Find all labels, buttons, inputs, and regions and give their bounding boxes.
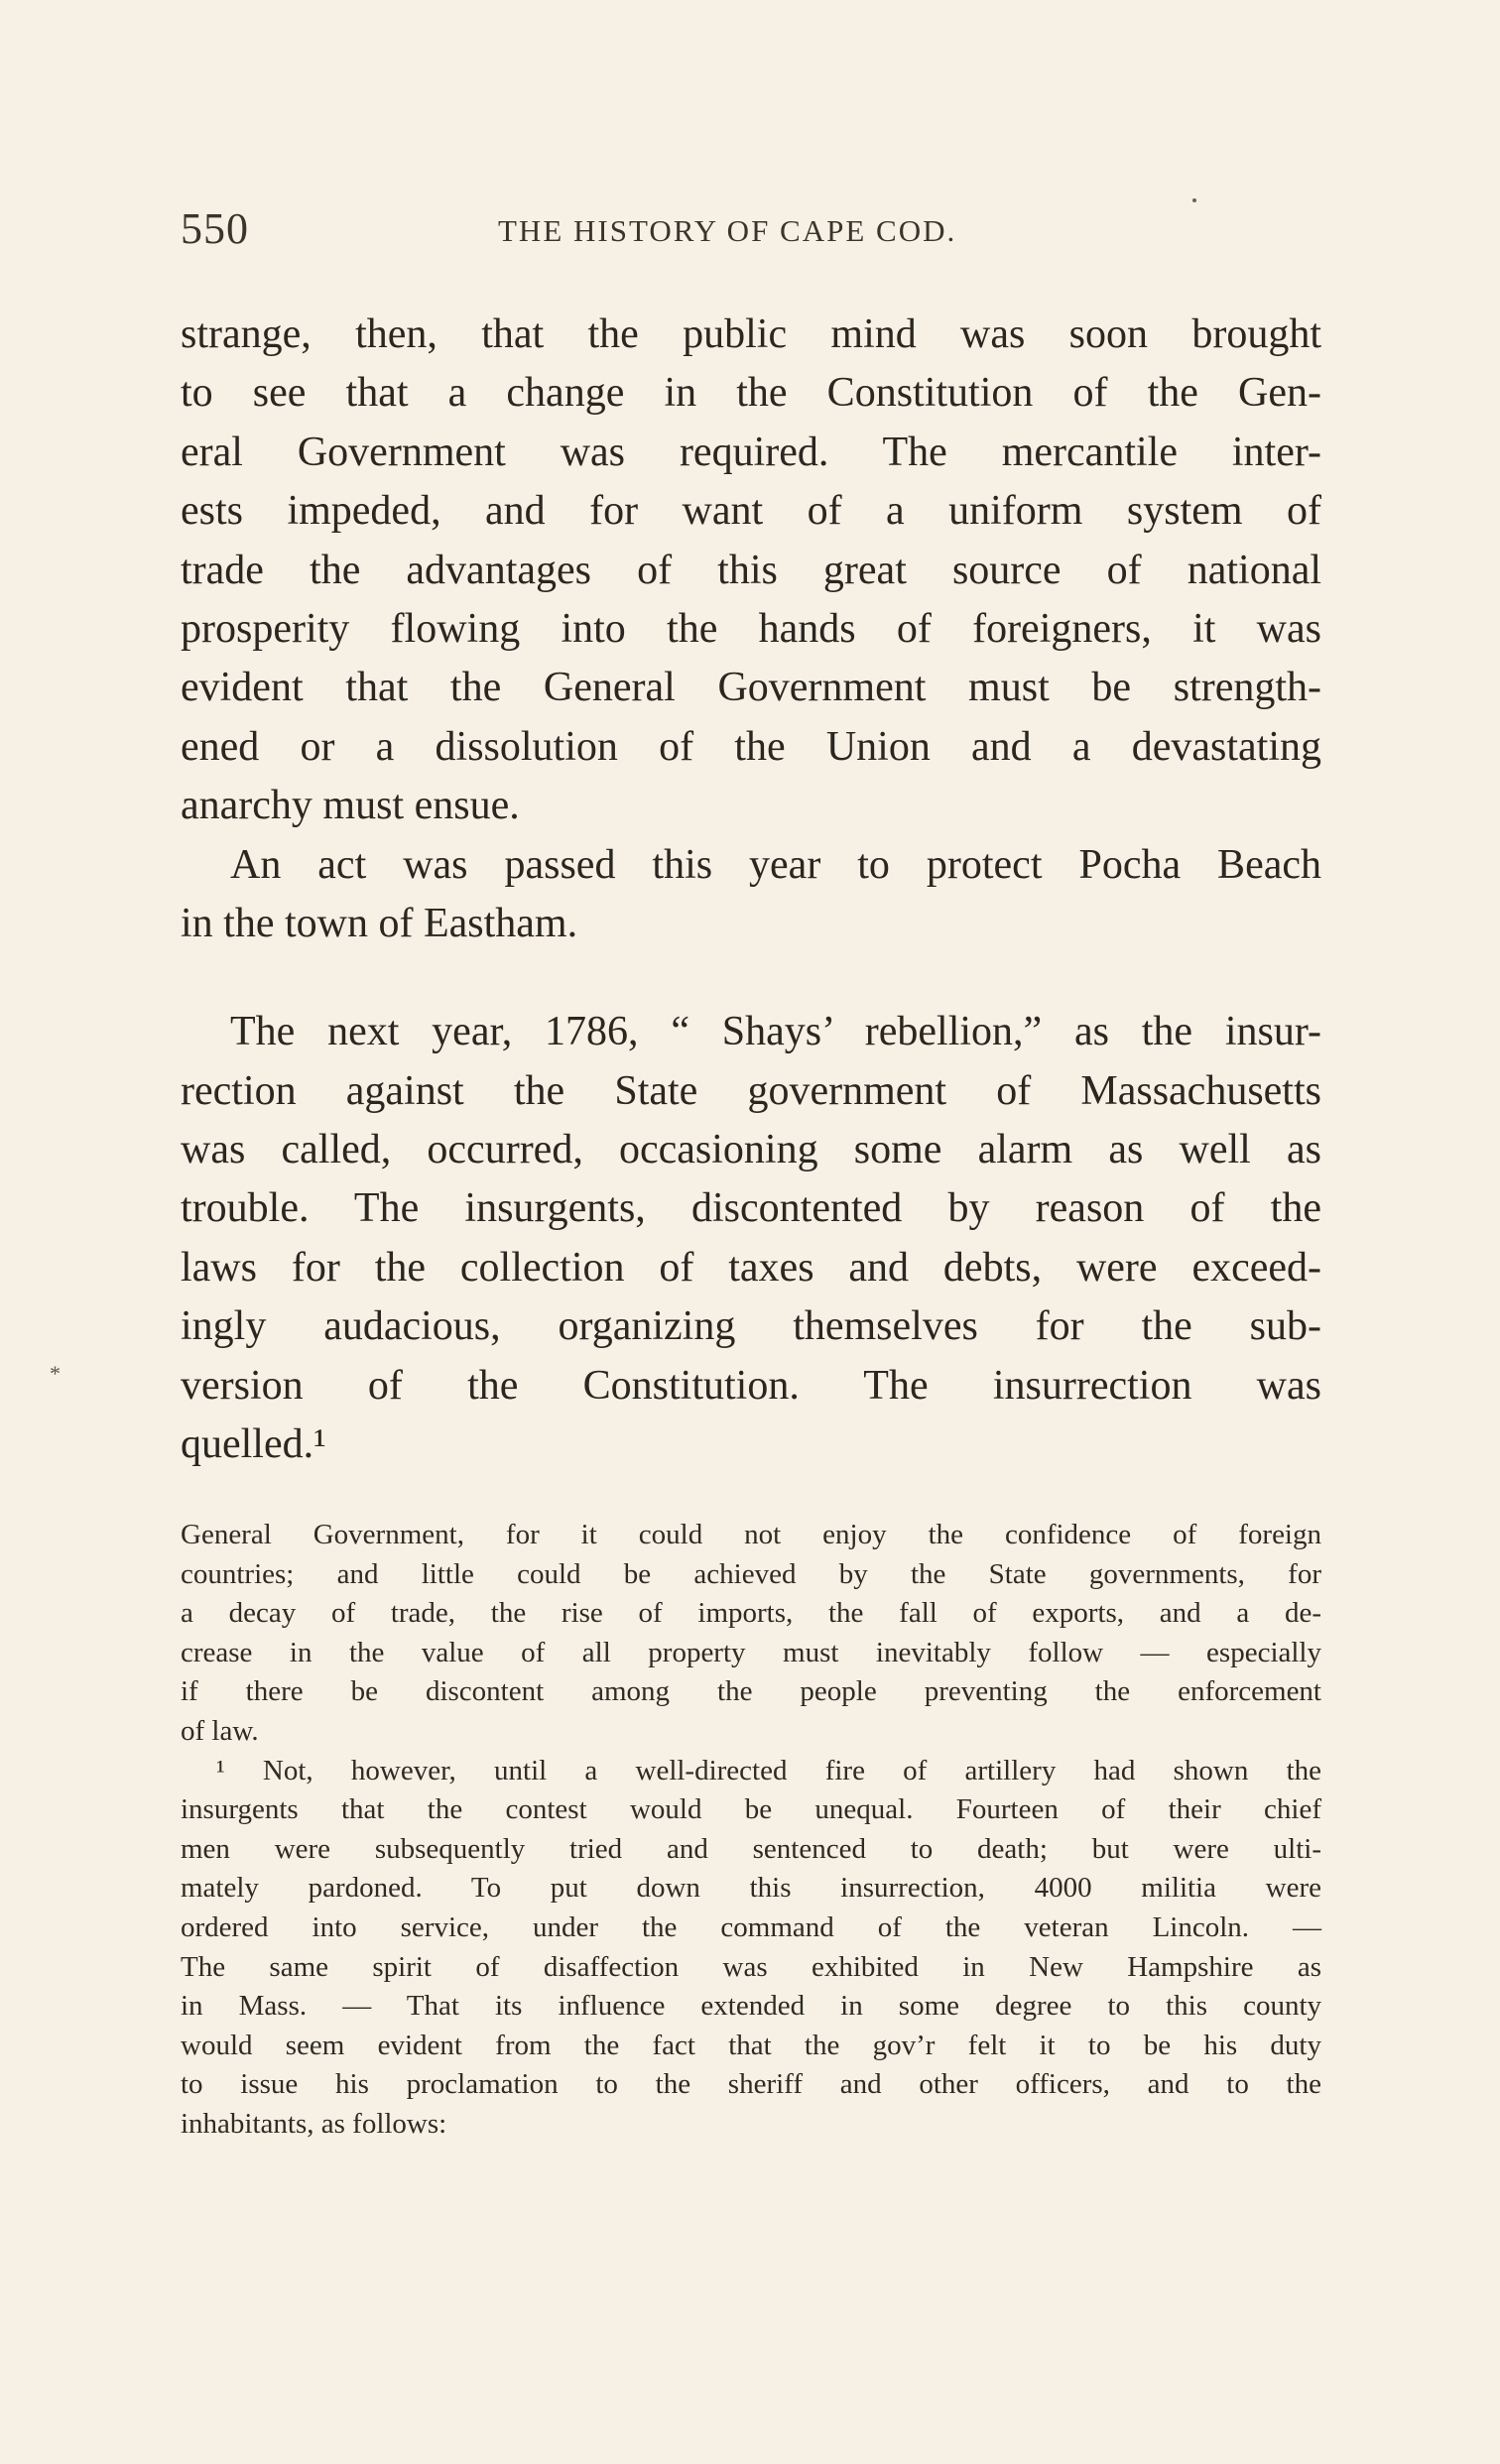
text-line: An act was passed this year to protect Pocha Beach xyxy=(230,841,1321,888)
footnote-line: in Mass. — That its influence extended in some degree to this county xyxy=(181,1990,1321,2023)
footnote-line: The same spirit of disaffection was exhibited in New Hampshire as xyxy=(181,1950,1321,1983)
text-line: version of the Constitution. The insurrection was xyxy=(181,1362,1321,1409)
text-line: was called, occurred, occasioning some alarm as well as xyxy=(181,1127,1321,1173)
text-line: anarchy must ensue. xyxy=(181,783,520,829)
footnote-line: would seem evident from the fact that the gov’r felt it to be his duty xyxy=(181,2029,1321,2061)
text-line: rection against the State government of Massachusetts xyxy=(181,1067,1321,1114)
text-line: laws for the collection of taxes and debts, were exceed- xyxy=(181,1244,1321,1291)
ink-speck xyxy=(1192,198,1196,202)
text-line: ests impeded, and for want of a uniform system of xyxy=(181,488,1321,535)
paragraph xyxy=(181,836,1321,954)
page-number: 550 xyxy=(181,204,249,253)
footnote-line: insurgents that the contest would be unequal. Fourteen of their chief xyxy=(181,1793,1321,1826)
margin-mark: * xyxy=(50,1361,61,1386)
footnotes xyxy=(181,1516,1321,2145)
text-line: evident that the General Government must be strength- xyxy=(181,665,1321,711)
footnote-continued xyxy=(181,1516,1321,1752)
text-line: trouble. The insurgents, discontented by reason of the xyxy=(181,1185,1321,1232)
footnote-line: General Government, for it could not enjoy the confidence of foreign xyxy=(181,1519,1321,1550)
footnote-line: to issue his proclamation to the sheriff and other officers, and to the xyxy=(181,2068,1321,2101)
text-line: trade the advantages of this great source of national xyxy=(181,547,1321,593)
footnote-line: mately pardoned. To put down this insurrection, 4000 militia were xyxy=(181,1872,1321,1905)
footnote-line: crease in the value of all property must inevitably follow — especially xyxy=(181,1636,1321,1668)
running-title: THE HISTORY OF CAPE COD. xyxy=(498,213,957,248)
footnote-line: inhabitants, as follows: xyxy=(181,2107,447,2140)
text-line: prosperity flowing into the hands of foreigners, it was xyxy=(181,605,1321,652)
text-line: strange, then, that the public mind was soon brought xyxy=(181,311,1321,357)
text-line: The next year, 1786, “ Shays’ rebellion,” as the insur- xyxy=(230,1009,1321,1055)
text-line: ened or a dissolution of the Union and a devastating xyxy=(181,723,1321,770)
footnote-line: countries; and little could be achieved by the State governments, for xyxy=(181,1557,1321,1590)
text-line: quelled.¹ xyxy=(181,1421,326,1468)
footnote-line: if there be discontent among the people preventing the enforcement xyxy=(181,1675,1321,1708)
paragraph xyxy=(181,306,1321,836)
footnote-line: ordered into service, under the command of the veteran Lincoln. — xyxy=(181,1910,1321,1943)
running-head xyxy=(181,203,1321,263)
footnote-1 xyxy=(181,1752,1321,2145)
text-line: to see that a change in the Constitution of the Gen- xyxy=(181,370,1321,417)
text-line: eral Government was required. The mercantile inter- xyxy=(181,429,1321,475)
footnote-line: of law. xyxy=(181,1714,259,1747)
paragraph xyxy=(181,1003,1321,1474)
footnote-line: men were subsequently tried and sentenced to death; but were ulti- xyxy=(181,1832,1321,1865)
text-line: in the town of Eastham. xyxy=(181,900,578,946)
text-line: ingly audacious, organizing themselves for the sub- xyxy=(181,1303,1321,1350)
footnote-line: ¹ Not, however, until a well-directed fire of artillery had shown the xyxy=(216,1754,1321,1786)
paragraph-gap xyxy=(181,953,1321,1003)
footnote-line: a decay of trade, the rise of imports, the fall of exports, and a de- xyxy=(181,1597,1321,1630)
body-text xyxy=(181,306,1321,1474)
